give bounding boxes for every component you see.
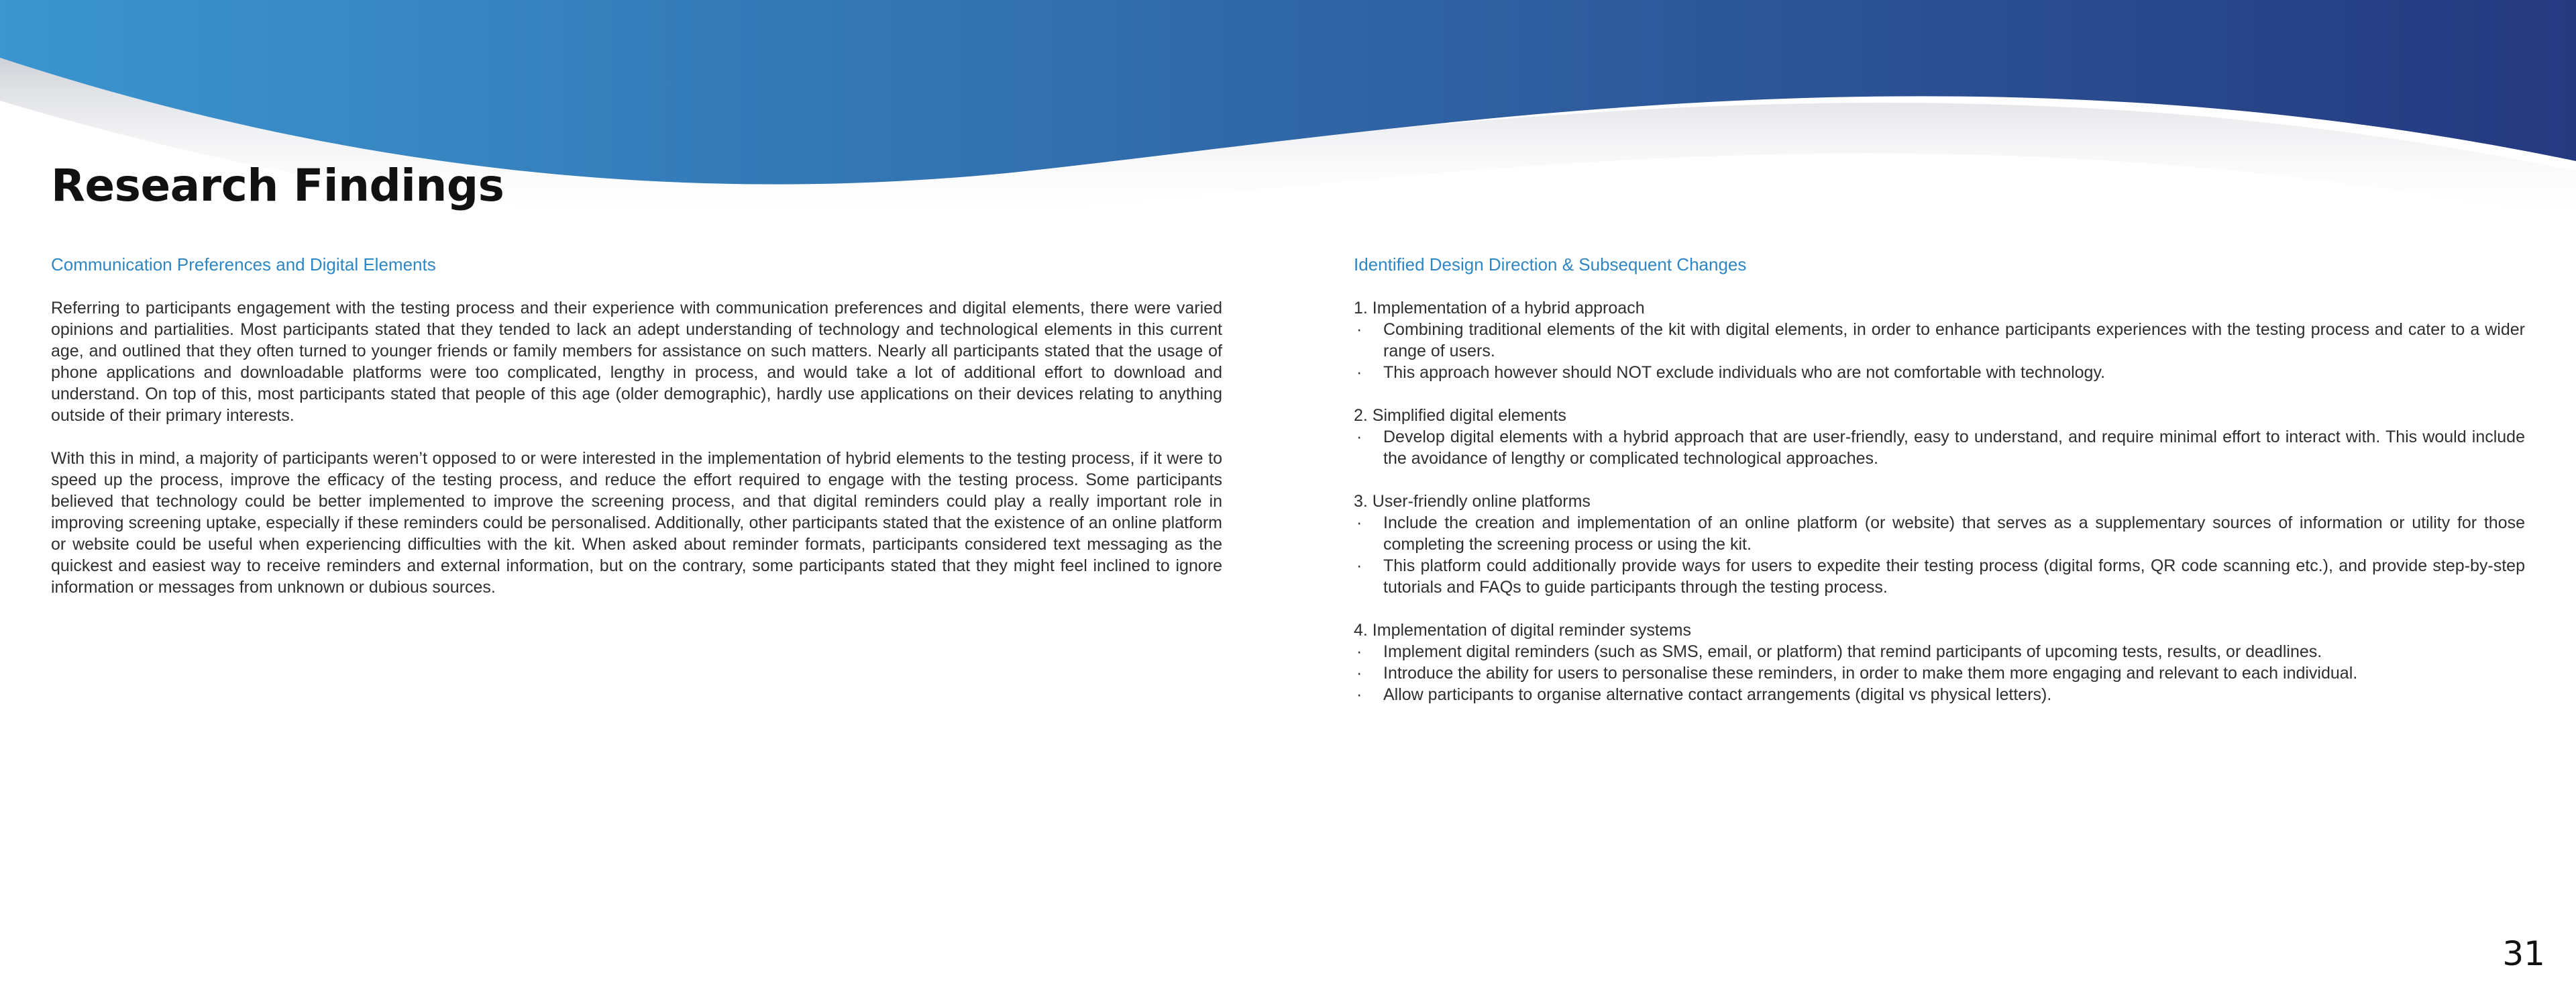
- bullet-icon: ·: [1356, 556, 1362, 575]
- direction-section-3: [1354, 491, 2525, 598]
- list-item: [1354, 555, 2525, 598]
- bullet-list: [1354, 641, 2525, 705]
- bullet-list: [1354, 512, 2525, 598]
- list-item-text: Introduce the ability for users to personalise these reminders, in order to make them more engaging and relevant to each individual.: [1383, 664, 2358, 683]
- list-item: [1354, 662, 2525, 684]
- left-section-subtitle: Communication Preferences and Digital Elements: [51, 254, 436, 275]
- bullet-icon: ·: [1356, 685, 1362, 704]
- section-heading: 2. Simplified digital elements: [1354, 406, 1566, 425]
- list-item-text: Include the creation and implementation of an online platform (or website) that serves as a supplementary sources of information or utility for those completing the screening process or using the kit.: [1383, 513, 2525, 554]
- bullet-list: [1354, 426, 2525, 469]
- list-item-text: This platform could additionally provide ways for users to expedite their testing process (digital forms, QR code scanning etc.), and provide step-by-step tutorials and FAQs to guide participants through the testing process.: [1383, 556, 2525, 597]
- list-item-text: Develop digital elements with a hybrid approach that are user-friendly, easy to understand, and require minimal effort to interact with. This would include the avoidance of lengthy or complicated technological approaches.: [1383, 428, 2525, 468]
- page-number: 31: [2502, 934, 2545, 973]
- bullet-icon: ·: [1356, 428, 1362, 446]
- list-item-text: This approach however should NOT exclude individuals who are not comfortable with technology.: [1383, 363, 2106, 382]
- direction-section-1: [1354, 297, 2525, 383]
- direction-section-2: [1354, 405, 2525, 469]
- bullet-icon: ·: [1356, 513, 1362, 532]
- list-item: [1354, 684, 2525, 705]
- left-column: [51, 254, 1222, 598]
- bullet-list: [1354, 319, 2525, 383]
- page-title: Research Findings: [51, 160, 504, 211]
- bullet-icon: ·: [1356, 642, 1362, 661]
- section-heading: 3. User-friendly online platforms: [1354, 492, 1591, 511]
- right-section-subtitle: Identified Design Direction & Subsequent Changes: [1354, 254, 1747, 275]
- list-item-text: Combining traditional elements of the kit with digital elements, in order to enhance participants experiences with the testing process and cater to a wider range of users.: [1383, 320, 2525, 360]
- list-item: [1354, 319, 2525, 362]
- right-column: [1354, 254, 2525, 705]
- list-item-text: Implement digital reminders (such as SMS, email, or platform) that remind participants of upcoming tests, results, or deadlines.: [1383, 642, 2322, 661]
- list-item: [1354, 362, 2525, 383]
- bullet-icon: ·: [1356, 664, 1362, 683]
- list-item: [1354, 641, 2525, 662]
- section-heading: 1. Implementation of a hybrid approach: [1354, 299, 1645, 317]
- left-paragraph-2: With this in mind, a majority of participants weren’t opposed to or were interested in the implementation of hybrid elements to the testing process, if it were to speed up the process, improve the efficacy of the testing process, and reduce the effort required to engage with the testing process. Some participants believed that technology could be better implemented to improve the screening process, and that digital reminders could play a really important role in improving screening uptake, especially if these reminders could be personalised. Additionally, other participants stated that the existence of an online platform or website could be useful when experiencing difficulties with the kit. When asked about reminder formats, participants considered text messaging as the quickest and easiest way to receive reminders and external information, but on the contrary, some participants stated that they might feel inclined to ignore information or messages from unknown or dubious sources.: [51, 449, 1222, 597]
- section-heading: 4. Implementation of digital reminder systems: [1354, 621, 1691, 640]
- list-item-text: Allow participants to organise alternative contact arrangements (digital vs physical letters).: [1383, 685, 2052, 704]
- list-item: [1354, 426, 2525, 469]
- left-paragraph-1: Referring to participants engagement with the testing process and their experience with communication preferences and digital elements, there were varied opinions and partialities. Most participants stated that they tended to lack an adept understanding of technology and technological elements in this current age, and outlined that they often turned to younger friends or family members for assistance on such matters. Nearly all participants stated that the usage of phone applications and downloadable platforms were too complicated, lengthy in process, and would take a lot of additional effort to download and understand. On top of this, most participants stated that people of this age (older demographic), hardly use applications on their devices relating to anything outside of their primary interests.: [51, 299, 1222, 425]
- bullet-icon: ·: [1356, 363, 1362, 382]
- list-item: [1354, 512, 2525, 555]
- direction-section-4: [1354, 619, 2525, 705]
- bullet-icon: ·: [1356, 320, 1362, 339]
